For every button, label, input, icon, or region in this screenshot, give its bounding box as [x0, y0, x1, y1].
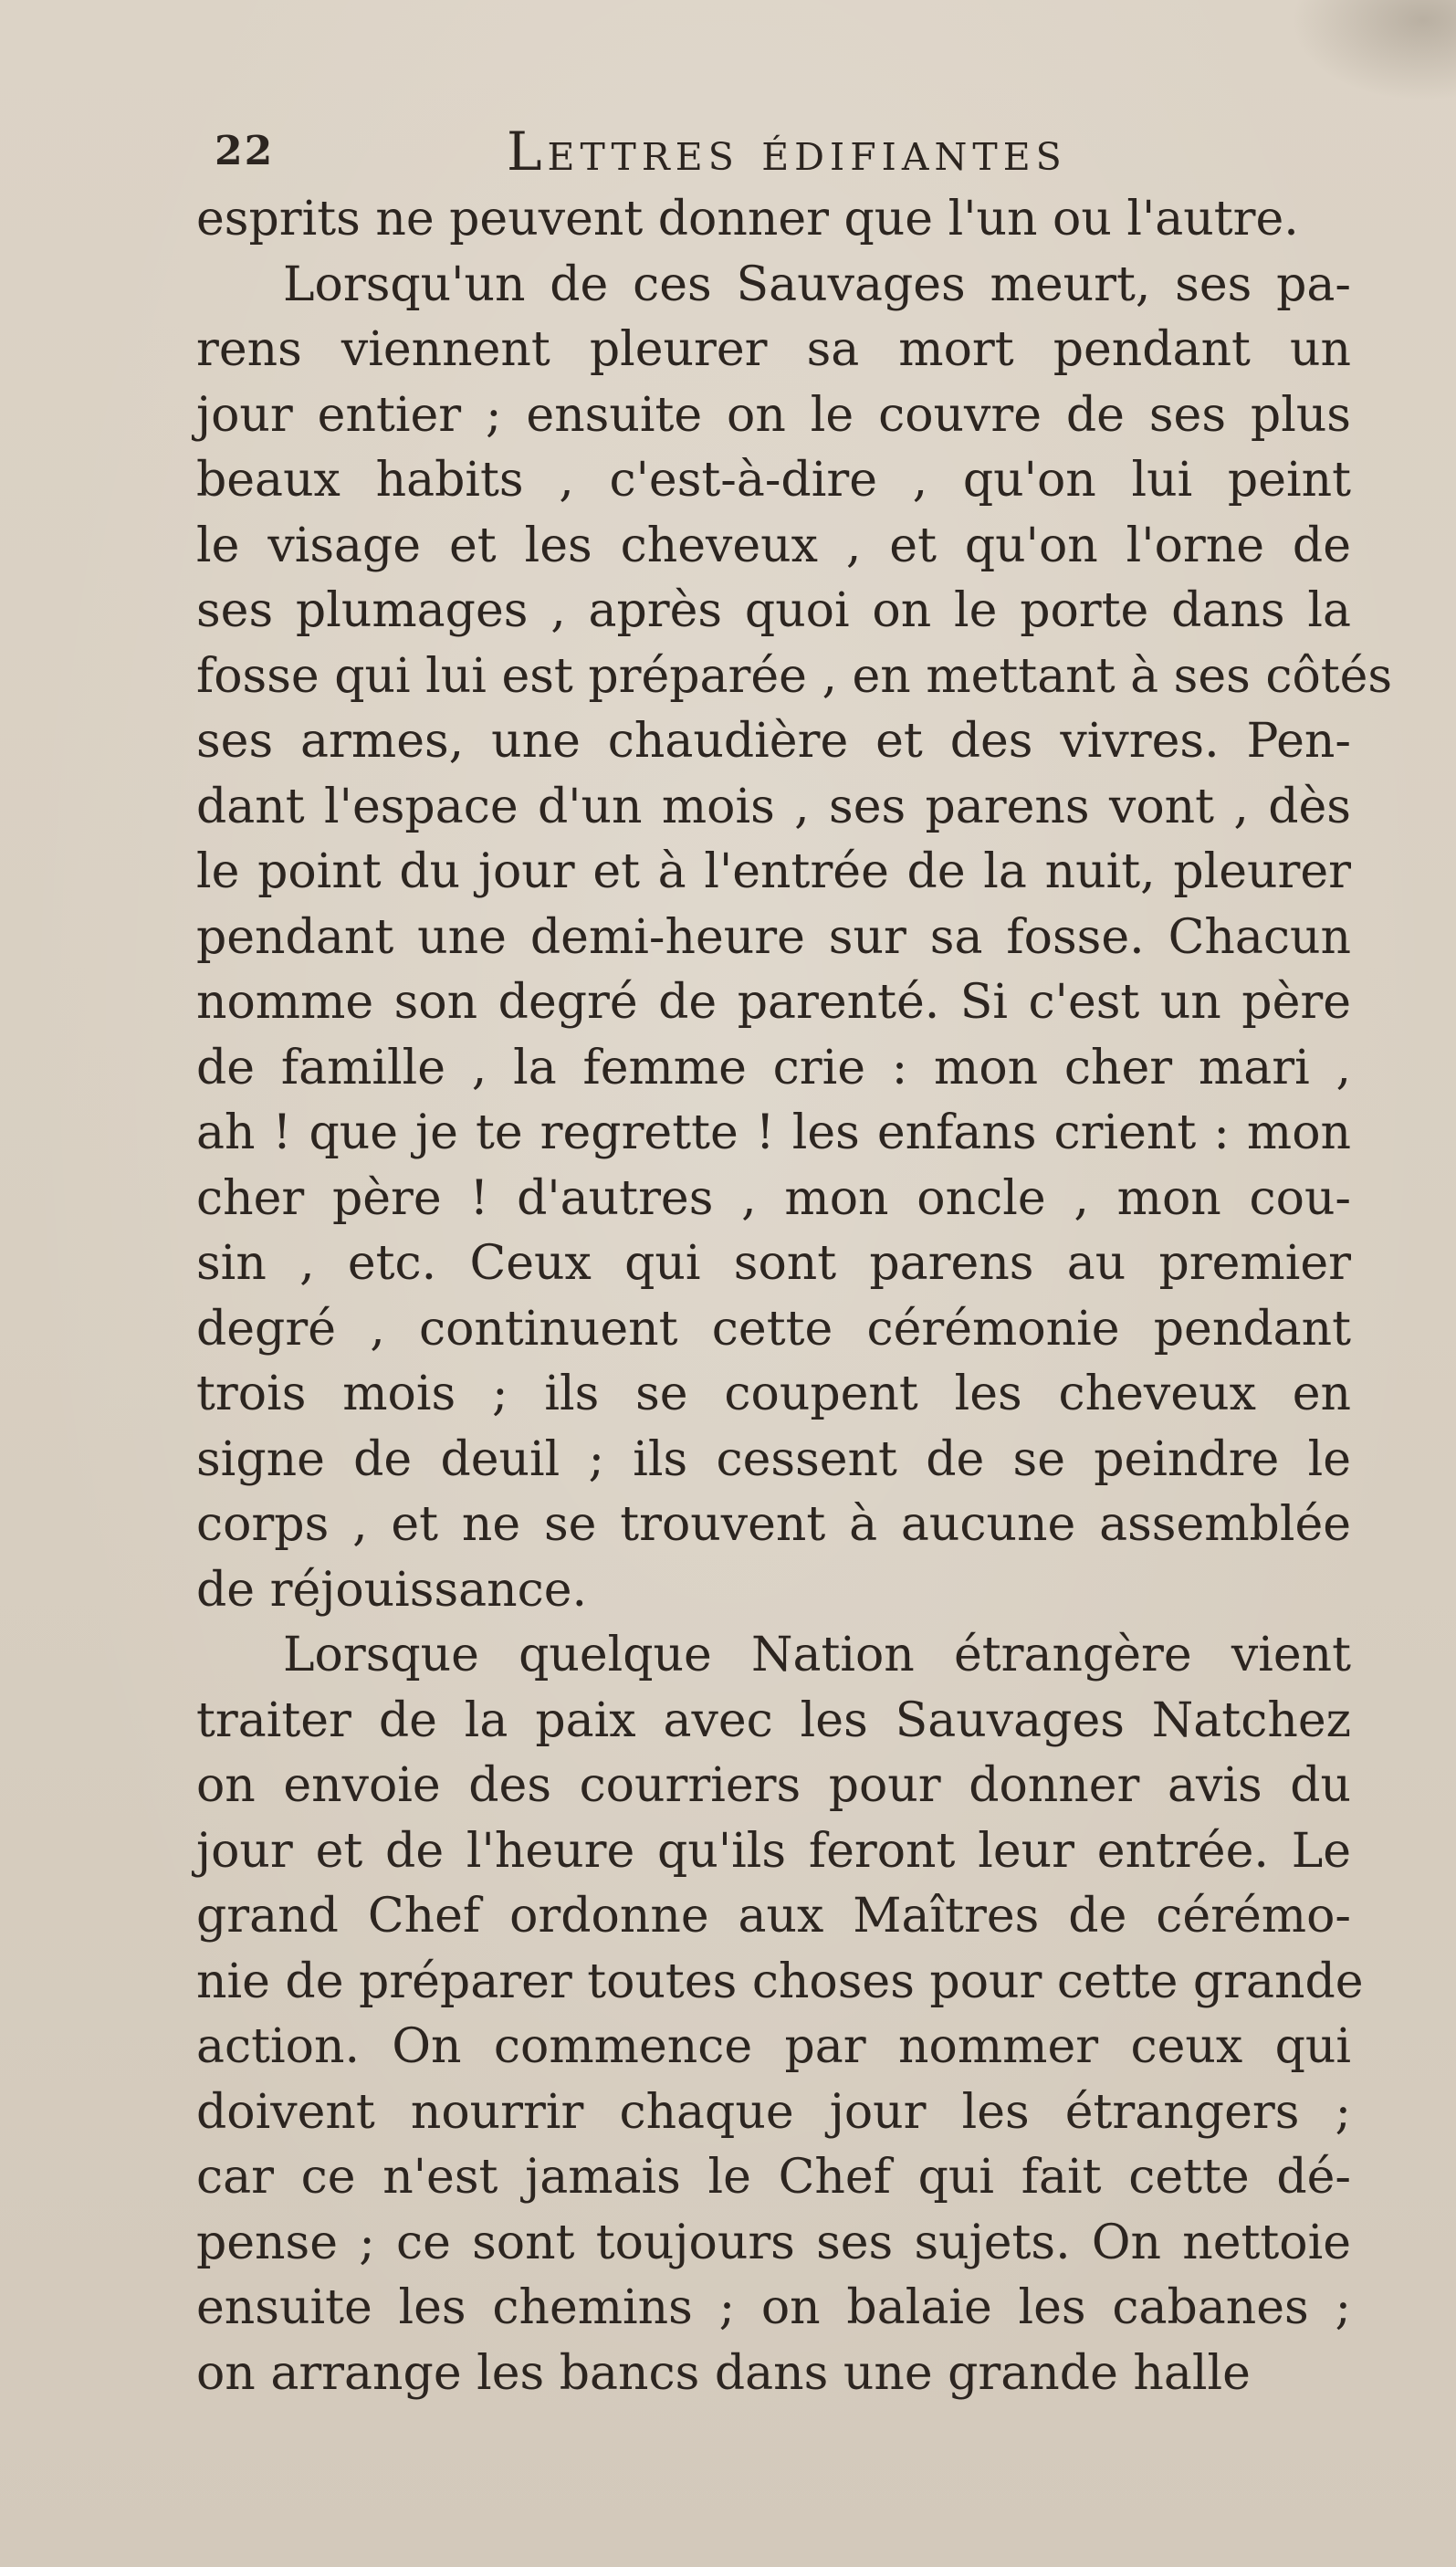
- text-line: traiter de la paix avec les Sauvages Natchez: [196, 1692, 1351, 1748]
- text-line: signe de deuil ; ils cessent de se peindre le: [196, 1431, 1351, 1487]
- text-line: jour entier ; ensuite on le couvre de ses plus: [196, 387, 1351, 443]
- page-number: 22: [215, 128, 275, 174]
- text-line: corps , et ne se trouvent à aucune assemblée: [196, 1497, 1351, 1552]
- text-line: on envoie des courriers pour donner avis du: [196, 1758, 1351, 1813]
- text-line: cher père ! d'autres , mon oncle , mon cou-: [196, 1170, 1351, 1226]
- text-line: nomme son degré de parenté. Si c'est un père: [196, 975, 1351, 1030]
- text-line: de réjouissance.: [196, 1562, 588, 1618]
- text-line: Lorsque quelque Nation étrangère vient: [283, 1628, 1351, 1682]
- text-line: trois mois ; ils se coupent les cheveux en: [196, 1367, 1351, 1421]
- body-text: [196, 187, 1393, 2406]
- paragraph: [196, 187, 1351, 253]
- text-line: esprits ne peuvent donner que l'un ou l'autre.: [196, 192, 1299, 246]
- text-line: action. On commence par nommer ceux qui: [196, 2019, 1351, 2074]
- text-line: on arrange les bancs dans une grande halle: [196, 2345, 1251, 2401]
- text-line: grand Chef ordonne aux Maîtres de cérémo-: [196, 1889, 1351, 1944]
- text-line: car ce n'est jamais le Chef qui fait cette dé-: [196, 2150, 1351, 2205]
- text-line: ses plumages , après quoi on le porte dans la: [196, 583, 1351, 638]
- text-line: dant l'espace d'un mois , ses parens vont , dès: [196, 779, 1351, 834]
- text-line: rens viennent pleurer sa mort pendant un: [196, 322, 1351, 377]
- text-line: pendant une demi-heure sur sa fosse. Chacun: [196, 909, 1351, 965]
- text-line: doivent nourrir chaque jour les étrangers ;: [196, 2084, 1351, 2140]
- text-line: ensuite les chemins ; on balaie les cabanes ;: [196, 2280, 1351, 2335]
- text-line: ah ! que je te regrette ! les enfans crient : mon: [196, 1105, 1351, 1160]
- page-stain: [1292, 0, 1456, 100]
- text-line: Lorsqu'un de ces Sauvages meurt, ses pa-: [283, 257, 1351, 312]
- text-line: fosse qui lui est préparée , en mettant à ses côtés: [196, 648, 1393, 704]
- text-line: jour et de l'heure qu'ils feront leur entrée. Le: [196, 1823, 1351, 1879]
- text-line: de famille , la femme crie : mon cher mari ,: [196, 1040, 1351, 1095]
- text-line: pense ; ce sont toujours ses sujets. On nettoie: [196, 2215, 1351, 2270]
- text-line: nie de préparer toutes choses pour cette grande: [196, 1954, 1364, 2009]
- running-title: Lettres édifiantes: [507, 120, 1067, 183]
- text-line: degré , continuent cette cérémonie pendant: [196, 1301, 1351, 1357]
- text-line: beaux habits , c'est-à-dire , qu'on lui peint: [196, 453, 1351, 508]
- paragraph: [196, 1623, 1364, 2406]
- text-line: ses armes, une chaudière et des vivres. Pen-: [196, 714, 1351, 769]
- text-line: sin , etc. Ceux qui sont parens au premier: [196, 1236, 1351, 1291]
- text-line: le point du jour et à l'entrée de la nuit, pleurer: [196, 844, 1351, 899]
- paragraph: [196, 253, 1393, 1624]
- text-line: le visage et les cheveux , et qu'on l'orne de: [196, 518, 1351, 573]
